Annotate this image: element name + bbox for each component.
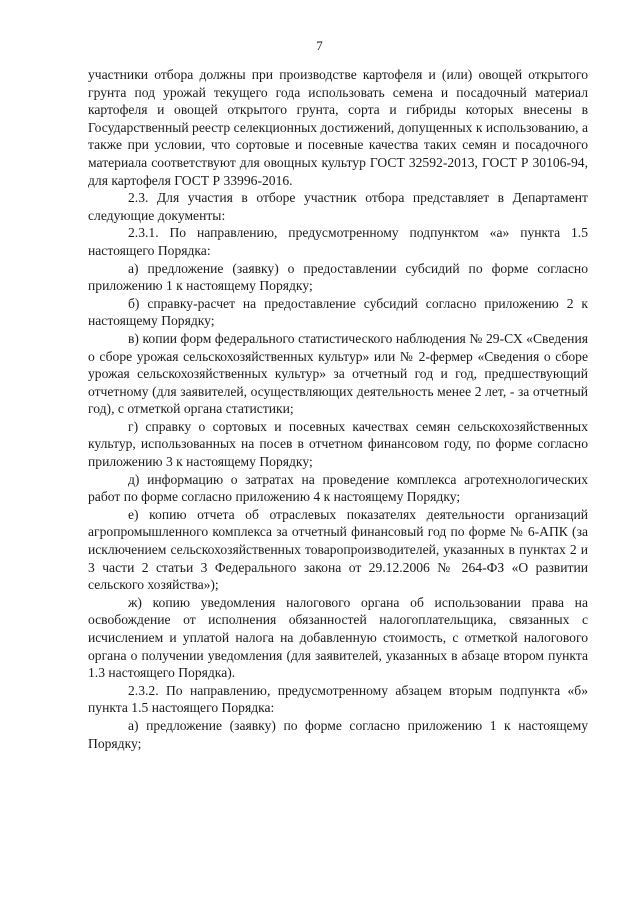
paragraph: б) справку-расчет на предоставление субсидий согласно приложению 2 к настоящему Порядку; — [88, 295, 588, 329]
paragraph: ж) копию уведомления налогового органа об использовании права на освобождение от исполнения обязанностей налогоплательщика, связанных с исчислением и уплатой налога на добавленную стоимость, с отметкой налогового органа о получении уведомления (для заявителей, указанных в абзаце втором пункта 1.3 настоящего Порядка). — [88, 594, 588, 681]
paragraph: 2.3. Для участия в отборе участник отбора представляет в Департамент следующие документы: — [88, 190, 588, 223]
paragraph: е) копию отчета об отраслевых показателях деятельности организаций агропромышленного комплекса за отчетный финансовый год по форме № 6-АПК (за исключением сельскохозяйственных товаропроизводителей, указанных в пунктах 2 и 3 части 2 статьи 3 Федерального закона от 29.12.2006 № 264-ФЗ «О развитии сельского хозяйства»); — [88, 506, 588, 593]
paragraph: г) справку о сортовых и посевных качествах семян сельскохозяйственных культур, использованных на посев в отчетном финансовом году, по форме согласно приложению 3 к настоящему Порядку; — [88, 418, 588, 470]
paragraph: 2.3.1. По направлению, предусмотренному подпунктом «а» пункта 1.5 настоящего Порядка: — [88, 225, 588, 258]
paragraph: а) предложение (заявку) о предоставлении субсидий по форме согласно приложению 1 к настоящему Порядку; — [88, 260, 588, 294]
document-body — [88, 66, 588, 752]
paragraph: участники отбора должны при производстве картофеля и (или) овощей открытого грунта под урожай текущего года использовать семена и посадочный материал картофеля и овощей открытого грунта, сорта и гибриды которых внесены в Государственный реестр селекционных достижений, допущенных к использованию, а также при условии, что сортовые и посевные качества таких семян и посадочного материала соответствуют для овощных культур ГОСТ 32592-2013, ГОСТ Р 30106-94, для картофеля ГОСТ Р 33996-2016. — [88, 67, 588, 188]
paragraph: в) копии форм федерального статистического наблюдения № 29-СХ «Сведения о сборе урожая сельскохозяйственных культур» или № 2-фермер «Сведения о сборе урожая сельскохозяйственных культур» за отчетный год и год, предшествующий отчетному (для заявителей, осуществляющих деятельность менее 2 лет, - за отчетный год), с отметкой органа статистики; — [88, 330, 588, 417]
paragraph: д) информацию о затратах на проведение комплекса агротехнологических работ по форме согласно приложению 4 к настоящему Порядку; — [88, 471, 588, 505]
page-number: 7 — [316, 38, 323, 53]
paragraph: 2.3.2. По направлению, предусмотренному абзацем вторым подпункта «б» пункта 1.5 настоящего Порядка: — [88, 682, 588, 716]
paragraph: а) предложение (заявку) по форме согласно приложению 1 к настоящему Порядку; — [88, 717, 588, 751]
